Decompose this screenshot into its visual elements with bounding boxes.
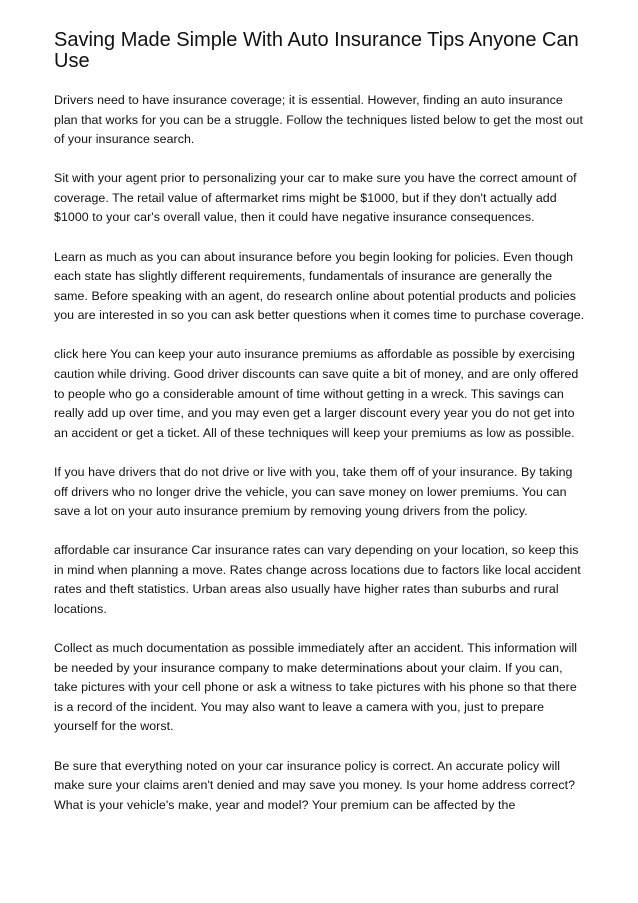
paragraph-6: affordable car insurance Car insurance rates can vary depending on your location, so keep this in mind when planning a move. Rates change across locations due to factors like local accident rates and theft statistics. Urban areas also usually have higher rates than suburbs and rural locations.: [54, 543, 581, 616]
paragraph-4: click here You can keep your auto insurance premiums as affordable as possible by exercising caution while driving. Good driver discounts can save quite a bit of money, and are only offered to people who go a considerable amount of time without getting in a wreck. This savings can really add up over time, and you may even get a larger discount every year you do not get into an accident or get a ticket. All of these techniques will keep your premiums as low as possible.: [54, 347, 579, 440]
paragraph-8: Be sure that everything noted on your car insurance policy is correct. An accurate policy will make sure your claims aren't denied and may save you money. Is your home address correct? What is your vehicle's make, year and model? Your premium can be affected by the: [54, 758, 576, 812]
paragraph-7: Collect as much documentation as possible immediately after an accident. This information will be needed by your insurance company to make determinations about your claim. If you can, take pictures with your cell phone or ask a witness to take pictures with his phone so that there is a record of the incident. You may also want to leave a camera with you, just to prepare yourself for the worst.: [54, 641, 578, 734]
document-title: Saving Made Simple With Auto Insurance Tips Anyone Can Use: [54, 29, 579, 72]
paragraph-3: Learn as much as you can about insurance before you begin looking for policies. Even though each state has slightly different requirements, fundamentals of insurance are generally the same. Before speaking with an agent, do research online about potential products and policies you are interested in so you can ask better questions when it comes time to purchase coverage.: [54, 249, 585, 323]
paragraph-1: Drivers need to have insurance coverage; it is essential. However, finding an auto insurance plan that works for you can be a struggle. Follow the techniques listed below to get the most out of your insurance search.: [54, 93, 583, 147]
paragraph-5: If you have drivers that do not drive or live with you, take them off of your insurance. By taking off drivers who no longer drive the vehicle, you can save money on lower premiums. You can save a lot on your auto insurance premium by removing young drivers from the policy.: [54, 464, 573, 519]
document-page: [54, 30, 589, 835]
paragraph-2: Sit with your agent prior to personalizing your car to make sure you have the correct amount of coverage. The retail value of aftermarket rims might be $1000, but if they don't actually add $1000 to your car's overall value, then it could have negative insurance consequences.: [54, 171, 577, 225]
